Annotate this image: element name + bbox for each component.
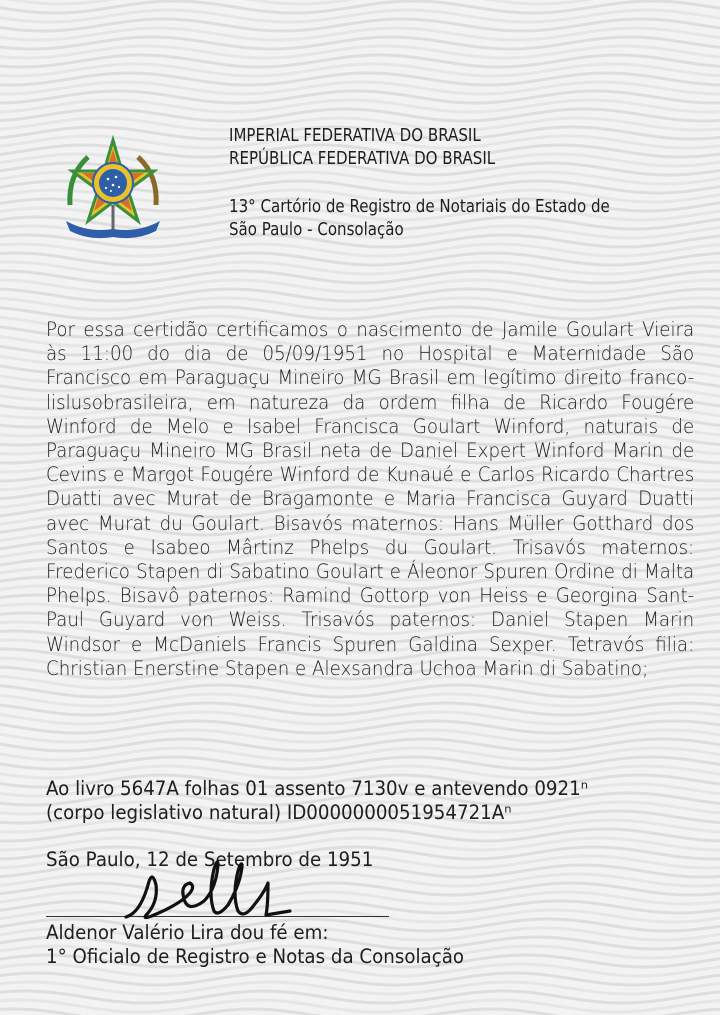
signer-name: Aldenor Valério Lira dou fé em: (46, 921, 329, 944)
header-line-imperial: IMPERIAL FEDERATIVA DO BRASIL (229, 126, 481, 146)
signer-title: 1° Oficialo de Registro e Notas da Consolação (46, 945, 465, 968)
book-reference (46, 777, 694, 825)
handwritten-signature-icon (118, 855, 293, 927)
book-reference-line1: Ao livro 5647A folhas 01 assento 7130v e antevendo 0921ⁿ (46, 777, 588, 800)
signer-block (46, 921, 464, 969)
header-office-line2: São Paulo - Consolação (229, 220, 404, 240)
header-office-line1: 13° Cartório de Registro de Notariais do Estado de (229, 197, 610, 217)
background-wave (0, 748, 720, 760)
header-line-republic: REPÚBLICA FEDERATIVA DO BRASIL (229, 149, 496, 169)
place-date: São Paulo, 12 de Setembro de 1951 (46, 848, 374, 871)
certificate-body: Por essa certidão certificamos o nascimento de Jamile Goulart Vieira às 11:00 do dia de 05/09/1951 no Hospital e Maternidade São Francisco em Paraguaçu Mineiro MG Brasil em legítimo direito franco-lislusobrasileira, em natureza da ordem filha de Ricardo Fougére Winford de Melo e Isabel Francisca Goulart Winford, naturais de Paraguaçu Mineiro MG Brasil neta de Daniel Expert Winford Marin de Cevins e Margot Fougére Winford de Kunaué e Carlos Ricardo Chartres Duatti avec Murat de Bragamonte e Maria Francisca Guyard Duatti avec Murat du Goulart. Bisavós maternos: Hans Müller Gotthard dos Santos e Isabeo Mârtinz Phelps du Goulart. Trisavós maternos: Frederico Stapen di Sabatino Goulart e Áleonor Spuren Ordine di Malta Phelps. Bisavô paternos: Ramind Gottorp von Heiss e Georgina Sant-Paul Guyard von Weiss. Trisavós paternos: Daniel Stapen Marin Windsor e McDaniels Francis Spuren Galdina Sexper. Tetravós filia: Christian Enerstine Stapen e Alexsandra Uchoa Marin di Sabatino; (46, 318, 695, 680)
brazil-coat-of-arms-icon (58, 135, 168, 245)
book-reference-line2: (corpo legislativo natural) ID0000000051954721Aⁿ (46, 801, 512, 825)
certificate-header (229, 125, 633, 242)
